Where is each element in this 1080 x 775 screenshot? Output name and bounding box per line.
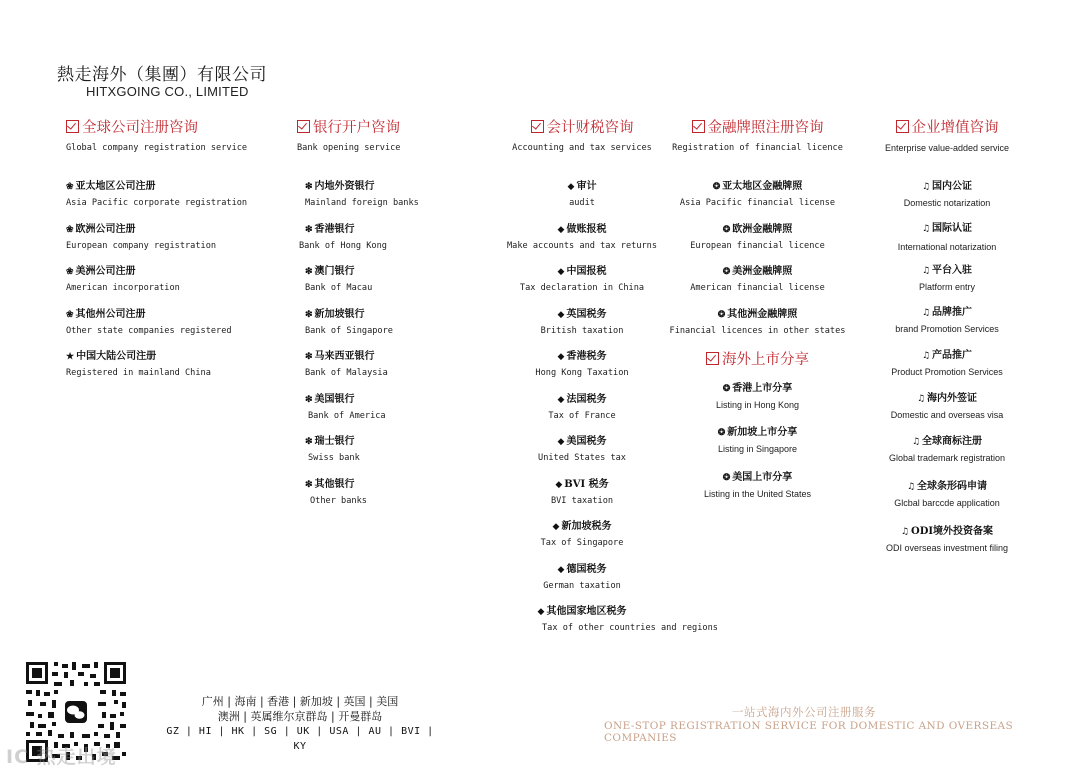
sparkle-icon: ❇ (305, 394, 313, 405)
list-item: ◆ 香港税务 Hong Kong Taxation (535, 351, 629, 378)
sparkle-icon: ❇ (305, 352, 313, 362)
sparkle-icon: ❇ (305, 224, 313, 235)
list-item: ◆ 其他国家地区税务 Tax of other countries and regions (537, 606, 718, 633)
list-item: ❀ 其他州公司注册 Other state companies registered (66, 308, 232, 336)
sparkle-icon: ❇ (305, 309, 313, 320)
list-item: ◆ 法国税务 Tax of France (548, 393, 616, 421)
cities-line: 广州 | 海南 | 香港 | 新加坡 | 英国 | 美国 (201, 695, 399, 708)
list-item: ❇ 澳门银行 Bank of Macau (305, 266, 373, 293)
sparkle-icon: ❇ (305, 267, 313, 277)
badge-icon: ❂ (717, 309, 726, 320)
list-item: ◆ 做账报税 Make accounts and tax returns (506, 223, 658, 251)
checkbox-icon (297, 120, 310, 133)
badge-icon: ❂ (722, 267, 731, 277)
list-item: ♫ 国内公证 Domestic notarization (903, 181, 991, 208)
list-item: ♫ 品牌推广 brand Promotion Services (895, 307, 999, 334)
diamond-icon: ◆ (557, 352, 565, 362)
diamond-icon: ◆ (557, 564, 565, 575)
diamond-icon: ◆ (537, 607, 545, 617)
flower-icon: ❀ (66, 182, 74, 192)
list-item: ❇ 新加坡银行 Bank of Singapore (305, 308, 393, 336)
badge-icon: ❂ (722, 224, 731, 235)
list-item: ♫ 国际认证 International notarization (897, 223, 997, 252)
star-icon: ★ (66, 352, 75, 362)
sparkle-icon: ❇ (305, 479, 313, 490)
watermark: IC 热走出境 (6, 746, 117, 768)
music-note-icon: ♫ (921, 266, 931, 276)
office-locations (160, 694, 440, 754)
diamond-icon: ◆ (557, 394, 565, 405)
column-enterprise-value-added (878, 116, 1016, 565)
list-item: ❀ 欧洲公司注册 European company registration (66, 223, 217, 251)
badge-icon: ❂ (722, 384, 731, 394)
slogan-en: ONE-STOP REGISTRATION SERVICE FOR DOMESTIC AND OVERSEAS COMPANIES (604, 720, 1014, 744)
column-subtitle: Registration of financial licence (672, 143, 843, 153)
column-heading: 银行开户咨询 (297, 116, 419, 137)
music-note-icon: ♫ (921, 224, 931, 234)
list-item: ♫ 海内外签证 Domestic and overseas visa (890, 393, 1004, 420)
list-item: ❂ 美国上市分享 Listing in the United States (703, 472, 812, 499)
list-item: ♫ ODI境外投资备案 ODI overseas investment filing (885, 526, 1009, 553)
column-heading: 企业增值咨询 (878, 116, 1016, 137)
list-item: ❂ 香港上市分享 Listing in Hong Kong (715, 383, 800, 410)
list-item: ◆ 审计 audit (567, 181, 597, 208)
diamond-icon: ◆ (557, 309, 565, 320)
list-item: ◆ BVI 税务 BVI taxation (550, 478, 614, 506)
list-item: ♫ 全球商标注册 Global trademark registration (888, 436, 1006, 463)
flower-icon: ❀ (66, 309, 74, 320)
music-note-icon: ♫ (916, 394, 926, 404)
checkbox-icon (66, 120, 79, 133)
list-item: ◆ 英国税务 British taxation (540, 308, 624, 336)
list-item: ❀ 美洲公司注册 American incorporation (66, 266, 180, 293)
diamond-icon: ◆ (555, 479, 563, 490)
flower-icon: ❀ (66, 267, 74, 277)
diamond-icon: ◆ (557, 224, 565, 235)
column-subtitle: Bank opening service (297, 143, 401, 153)
badge-icon: ❂ (722, 473, 731, 483)
diamond-icon: ◆ (557, 267, 565, 277)
list-item: ♫ 产品推广 Product Promotion Services (891, 350, 1003, 377)
list-item: ❀ 亚太地区公司注册 Asia Pacific corporate registration (66, 181, 248, 208)
badge-icon: ❂ (717, 428, 726, 438)
cities-line: 澳洲 | 英属维尔京群岛 | 开曼群岛 (217, 710, 383, 723)
checkbox-icon (706, 352, 719, 365)
list-item: ❇ 内地外资银行 Mainland foreign banks (305, 181, 419, 208)
list-item: ❂ 其他洲金融牌照 Financial licences in other states (669, 308, 846, 336)
list-item: ❂ 美洲金融牌照 American financial license (690, 266, 825, 293)
list-item: ❇ 美国银行 Bank of America (305, 393, 386, 421)
list-item: ★ 中国大陆公司注册 Registered in mainland China (66, 351, 211, 378)
column-financial-licence (660, 116, 855, 511)
list-item: ◆ 新加坡税务 Tax of Singapore (540, 521, 624, 548)
music-note-icon: ♫ (900, 527, 909, 537)
checkbox-icon (531, 120, 544, 133)
checkbox-icon (692, 120, 705, 133)
music-note-icon: ♫ (921, 308, 931, 318)
sparkle-icon: ❇ (305, 437, 313, 447)
list-item: ◆ 中国报税 Tax declaration in China (519, 266, 645, 293)
column-subtitle: Accounting and tax services (512, 143, 652, 153)
column-heading: 金融牌照注册咨询 (660, 116, 855, 137)
sparkle-icon: ❇ (305, 182, 313, 192)
list-item: ❇ 马来西亚银行 Bank of Malaysia (305, 351, 388, 378)
music-note-icon: ♫ (906, 482, 916, 492)
music-note-icon: ♫ (921, 182, 931, 192)
flower-icon: ❀ (66, 224, 74, 235)
music-note-icon: ♫ (921, 351, 931, 361)
list-item: ❇ 香港银行 Bank of Hong Kong (299, 223, 387, 251)
list-item: ◆ 德国税务 German taxation (543, 563, 621, 591)
badge-icon: ❂ (712, 182, 721, 192)
column-subtitle: Enterprise value-added service (884, 143, 1010, 153)
column-subtitle: Global company registration service (66, 143, 248, 153)
list-item: ❇ 其他银行 Other banks (305, 478, 367, 506)
column-heading: 会计财税咨询 (482, 116, 682, 137)
column-heading-listing: 海外上市分享 (660, 348, 855, 369)
diamond-icon: ◆ (567, 182, 575, 192)
column-bank-opening (297, 116, 419, 517)
music-note-icon: ♫ (911, 437, 921, 447)
list-item: ◆ 美国税务 United States tax (538, 436, 626, 463)
list-item: ❂ 新加坡上市分享 Listing in Singapore (717, 427, 798, 454)
list-item: ♫ 平台入驻 Platform entry (918, 265, 976, 292)
checkbox-icon (896, 120, 909, 133)
list-item: ❇ 瑞士银行 Swiss bank (305, 436, 360, 463)
slogan-cn: 一站式海内外公司注册服务 (732, 705, 876, 719)
list-item: ♫ 全球条形码申请 Glcbal barccde application (894, 481, 1000, 508)
company-name-cn: 熱走海外（集團）有限公司 (57, 65, 267, 85)
column-accounting-tax (482, 116, 718, 645)
diamond-icon: ◆ (552, 522, 560, 532)
list-item: ❂ 亚太地区金融牌照 Asia Pacific financial license (679, 181, 836, 208)
column-heading: 全球公司注册咨询 (66, 116, 247, 137)
company-name-en: HITXGOING CO., LIMITED (86, 84, 249, 99)
region-codes: GZ | HI | HK | SG | UK | USA | AU | BVI | KY (166, 726, 434, 752)
diamond-icon: ◆ (557, 437, 565, 447)
list-item: ❂ 欧洲金融牌照 European financial licence (690, 223, 825, 251)
column-global-registration (66, 116, 247, 390)
